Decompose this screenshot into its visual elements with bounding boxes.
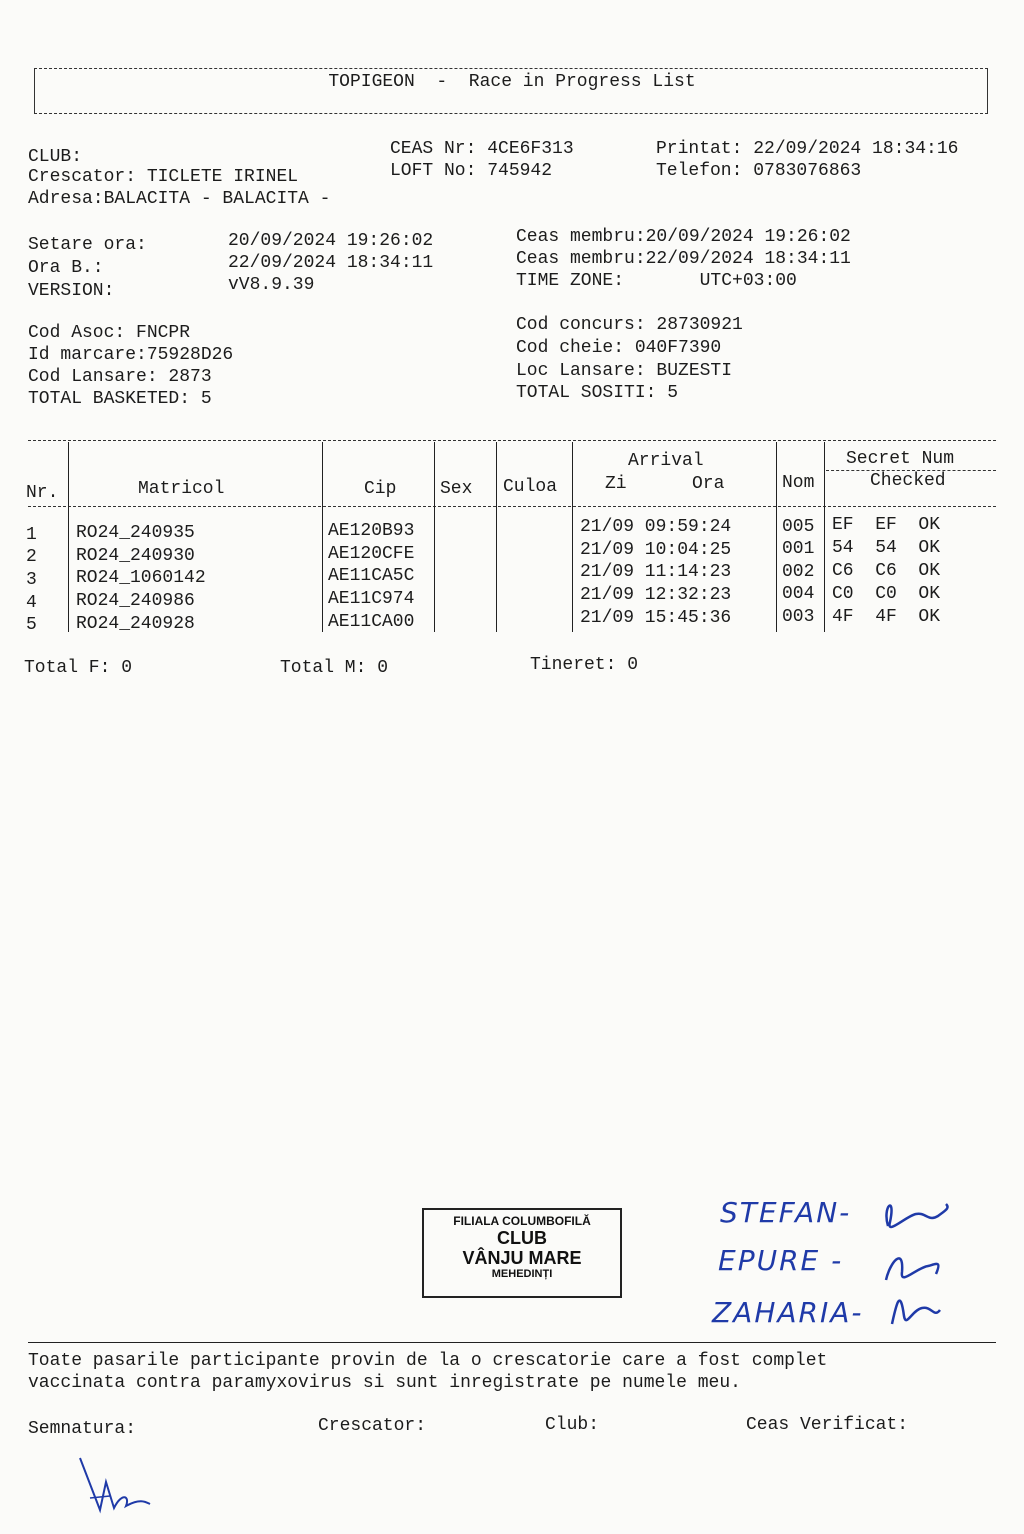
col-divider — [68, 442, 69, 632]
row-matricol: RO24_1060142 — [76, 568, 206, 588]
declaration-line-1: Toate pasarile participante provin de la o crescatorie care a fost complet — [28, 1351, 828, 1371]
row-cip: AE120B93 — [328, 521, 415, 541]
header-nom: Nom — [782, 473, 815, 493]
handwritten-name-2: EPURE - — [718, 1244, 844, 1277]
handwritten-name-1: STEFAN- — [720, 1196, 852, 1229]
loft-no: LOFT No: 745942 — [390, 161, 553, 181]
loc-lansare: Loc Lansare: BUZESTI — [516, 361, 733, 381]
version-value: vV8.9.39 — [228, 275, 315, 295]
row-nom: 005 — [782, 517, 815, 537]
header-nr: Nr. — [26, 483, 59, 503]
stamp-line-3: VÂNJU MARE — [462, 1248, 582, 1268]
row-nr: 2 — [26, 547, 37, 567]
cod-asoc: Cod Asoc: FNCPR — [28, 323, 191, 343]
row-cip: AE11C974 — [328, 589, 415, 609]
header-culoa: Culoa — [503, 477, 558, 497]
ceas-membru-1: Ceas membru:20/09/2024 19:26:02 — [516, 227, 851, 247]
row-matricol: RO24_240935 — [76, 523, 195, 543]
header-cip: Cip — [364, 479, 397, 499]
cod-lansare: Cod Lansare: 2873 — [28, 367, 212, 387]
row-nr: 3 — [26, 570, 37, 590]
row-secret: C0 C0 OK — [832, 584, 941, 604]
header-arrival: Arrival — [628, 451, 704, 471]
row-secret: 54 54 OK — [832, 538, 941, 558]
col-divider — [496, 442, 497, 632]
time-zone: TIME ZONE: UTC+03:00 — [516, 271, 797, 291]
table-top-border — [28, 440, 996, 441]
page-title: TOPIGEON - Race in Progress List — [328, 72, 696, 92]
table-header-border — [28, 506, 996, 507]
total-sositi: TOTAL SOSITI: 5 — [516, 383, 679, 403]
row-nom: 001 — [782, 539, 815, 559]
club-label-sig: Club: — [545, 1415, 600, 1435]
col-divider — [572, 442, 573, 632]
header-matricol: Matricol — [138, 479, 225, 499]
id-marcare: Id marcare:75928D26 — [28, 345, 234, 365]
row-matricol: RO24_240930 — [76, 546, 195, 566]
club-label: CLUB: — [28, 147, 83, 167]
printat: Printat: 22/09/2024 18:34:16 — [656, 139, 959, 159]
col-divider — [322, 442, 323, 632]
stamp-line-2: CLUB — [497, 1228, 547, 1248]
row-nr: 1 — [26, 525, 37, 545]
row-arrival: 21/09 12:32:23 — [580, 585, 732, 605]
stamp-line-1: FILIALA COLUMBOFILĂ — [453, 1214, 591, 1228]
row-matricol: RO24_240986 — [76, 591, 195, 611]
header-zi: Zi — [605, 474, 627, 494]
row-secret: C6 C6 OK — [832, 561, 941, 581]
header-ora: Ora — [692, 474, 725, 494]
total-basketed: TOTAL BASKETED: 5 — [28, 389, 212, 409]
row-secret: 4F 4F OK — [832, 607, 941, 627]
cod-cheie: Cod cheie: 040F7390 — [516, 338, 722, 358]
col-divider — [434, 442, 435, 632]
handwritten-signatures — [876, 1186, 956, 1336]
crescator-info: Crescator: TICLETE IRINEL — [28, 167, 299, 187]
ora-b-label: Ora B.: — [28, 258, 104, 278]
adresa-info: Adresa:BALACITA - BALACITA - — [28, 189, 331, 209]
ceas-verificat-label: Ceas Verificat: — [746, 1415, 909, 1435]
row-nom: 002 — [782, 562, 815, 582]
row-arrival: 21/09 15:45:36 — [580, 608, 732, 628]
ceas-membru-2: Ceas membru:22/09/2024 18:34:11 — [516, 249, 851, 269]
total-m: Total M: 0 — [280, 658, 389, 678]
stamp-line-4: MEHEDINȚI — [491, 1268, 553, 1280]
row-secret: EF EF OK — [832, 515, 941, 535]
col-divider — [824, 442, 825, 632]
breeder-signature — [70, 1452, 160, 1522]
row-cip: AE120CFE — [328, 544, 415, 564]
tineret: Tineret: 0 — [530, 655, 639, 675]
header-sex: Sex — [440, 479, 473, 499]
row-arrival: 21/09 09:59:24 — [580, 517, 732, 537]
telefon: Telefon: 0783076863 — [656, 161, 862, 181]
ora-b-value: 22/09/2024 18:34:11 — [228, 253, 434, 273]
row-nom: 003 — [782, 607, 815, 627]
semnatura-label: Semnatura: — [28, 1419, 137, 1439]
row-nr: 5 — [26, 615, 37, 635]
row-arrival: 21/09 11:14:23 — [580, 562, 732, 582]
declaration-divider — [28, 1342, 996, 1343]
setare-label: Setare ora: — [28, 235, 147, 255]
handwritten-name-3: ZAHARIA- — [712, 1296, 864, 1329]
crescator-label: Crescator: — [318, 1416, 427, 1436]
setare-value: 20/09/2024 19:26:02 — [228, 231, 434, 251]
declaration-line-2: vaccinata contra paramyxovirus si sunt inregistrate pe numele meu. — [28, 1373, 741, 1393]
total-f: Total F: 0 — [24, 658, 133, 678]
ceas-nr: CEAS Nr: 4CE6F313 — [390, 139, 574, 159]
club-stamp — [422, 1208, 622, 1298]
header-checked: Checked — [870, 471, 946, 491]
row-nom: 004 — [782, 584, 815, 604]
cod-concurs: Cod concurs: 28730921 — [516, 315, 743, 335]
row-cip: AE11CA00 — [328, 612, 415, 632]
version-label: VERSION: — [28, 281, 115, 301]
row-arrival: 21/09 10:04:25 — [580, 540, 732, 560]
col-divider — [776, 442, 777, 632]
row-matricol: RO24_240928 — [76, 614, 195, 634]
header-secret-num: Secret Num — [846, 449, 955, 469]
row-cip: AE11CA5C — [328, 566, 415, 586]
row-nr: 4 — [26, 593, 37, 613]
